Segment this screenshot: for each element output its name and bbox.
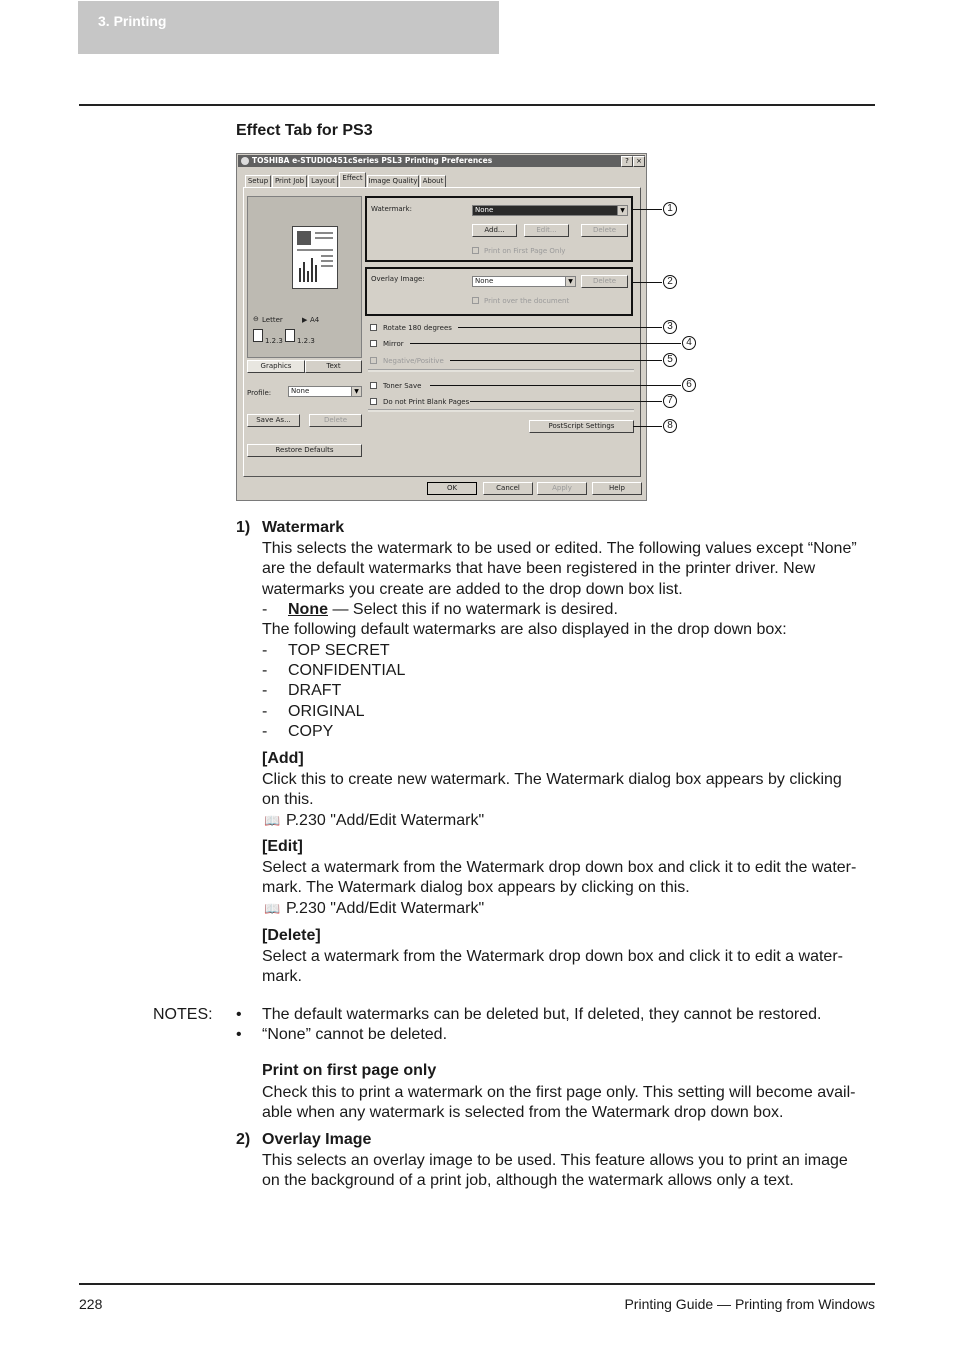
delete-heading: [Delete] [262, 927, 321, 944]
preview-page [292, 226, 338, 289]
notes-label: NOTES: [153, 1006, 213, 1023]
toner-save-label: Toner Save [383, 382, 422, 390]
printer-icon [241, 157, 249, 165]
watermark-add-button[interactable]: Add... [472, 224, 517, 237]
negative-positive-label: Negative/Positive [383, 357, 444, 365]
apply-button[interactable]: Apply [537, 482, 587, 495]
toner-save-checkbox[interactable] [370, 382, 377, 389]
bullet: • [236, 1026, 242, 1043]
watermark-description: This selects the watermark to be used or edited. The following values except “None” are the default watermarks that have been registered in the printer driver. New watermarks you create are added to the drop down box list. [262, 540, 857, 598]
negative-positive-checkbox[interactable] [370, 357, 377, 364]
stack-icon [285, 329, 295, 342]
close-title-button[interactable]: × [633, 156, 645, 167]
list-item: DRAFT [288, 682, 342, 699]
delete-description: Select a watermark from the Watermark drop down box and click it to edit a water- mark. [262, 948, 843, 986]
mirror-label: Mirror [383, 340, 404, 348]
bullet: • [236, 1006, 242, 1023]
tab-print-job[interactable]: Print Job [272, 175, 307, 187]
list-dash: - [262, 642, 268, 659]
callout-line [450, 360, 662, 361]
callout-line [410, 343, 681, 344]
print-first-page-label: Print on First Page Only [484, 247, 566, 255]
chevron-down-icon: ▼ [565, 277, 575, 286]
list-item: ORIGINAL [288, 703, 365, 720]
watermark-delete-button[interactable]: Delete [581, 224, 628, 237]
callout-line [633, 426, 662, 427]
callout-5: 5 [663, 353, 677, 367]
chapter-tab-label: 3. Printing [98, 13, 167, 29]
callout-2: 2 [663, 275, 677, 289]
watermark-value: None [475, 206, 494, 214]
callout-7: 7 [663, 394, 677, 408]
tab-about[interactable]: About [420, 175, 446, 187]
text-tab[interactable]: Text [305, 360, 362, 373]
tab-effect[interactable]: Effect [339, 172, 366, 187]
defaults-intro: The following default watermarks are also displayed in the drop down box: [262, 621, 787, 638]
restore-defaults-button[interactable]: Restore Defaults [247, 444, 362, 457]
edit-description: Select a watermark from the Watermark drop down box and click it to edit the water- mark. The Watermark dialog box appears by clicking on this. [262, 859, 857, 897]
graphics-tab[interactable]: Graphics [247, 360, 305, 373]
dialog-title: TOSHIBA e-STUDIO451cSeries PSL3 Printing Preferences [252, 156, 493, 165]
ok-button[interactable]: OK [427, 482, 477, 495]
callout-line [470, 401, 662, 402]
profile-select[interactable] [288, 386, 362, 397]
add-reference[interactable]: P.230 "Add/Edit Watermark" [286, 812, 485, 829]
page-number: 228 [79, 1296, 103, 1312]
callout-line [458, 327, 662, 328]
callout-8: 8 [663, 419, 677, 433]
play-icon: ▶ [302, 316, 308, 324]
edit-heading: [Edit] [262, 838, 303, 855]
postscript-settings-button[interactable]: PostScript Settings [529, 420, 634, 433]
note-item: The default watermarks can be deleted but, If deleted, they cannot be restored. [262, 1006, 822, 1023]
stack-icon [253, 329, 263, 342]
save-as-button[interactable]: Save As... [247, 414, 300, 427]
callout-6: 6 [682, 378, 696, 392]
rotate-checkbox[interactable] [370, 324, 377, 331]
a4-label: A4 [310, 316, 320, 324]
page-preview [247, 196, 362, 358]
stack-label: 1.2.3 [265, 337, 283, 345]
list-item: COPY [288, 723, 334, 740]
list-dash: - [262, 662, 268, 679]
help-title-button[interactable]: ? [621, 156, 633, 167]
first-page-description: Check this to print a watermark on the first page only. This setting will become avail- able when any watermark is selected from the Watermark drop down box. [262, 1084, 856, 1122]
callout-3: 3 [663, 320, 677, 334]
first-page-heading: Print on first page only [262, 1062, 437, 1079]
tab-layout[interactable]: Layout [308, 175, 338, 187]
callout-4: 4 [682, 336, 696, 350]
no-blank-pages-label: Do not Print Blank Pages [383, 398, 470, 406]
letter-label: Letter [262, 316, 283, 324]
no-blank-pages-checkbox[interactable] [370, 398, 377, 405]
callout-line [632, 209, 662, 210]
list-item: TOP SECRET [288, 642, 390, 659]
separator [368, 369, 634, 372]
print-over-doc-checkbox[interactable] [472, 297, 479, 304]
chevron-down-icon: ▼ [351, 387, 361, 396]
tab-setup[interactable]: Setup [245, 175, 271, 187]
overlay-select[interactable] [472, 276, 576, 287]
footer-rule [79, 1283, 875, 1285]
overlay-value: None [475, 277, 494, 285]
stack-label: 1.2.3 [297, 337, 315, 345]
overlay-delete-button[interactable]: Delete [581, 275, 628, 288]
header-rule [79, 104, 875, 106]
watermark-edit-button[interactable]: Edit... [524, 224, 569, 237]
help-button[interactable]: Help [592, 482, 642, 495]
profile-delete-button[interactable]: Delete [309, 414, 362, 427]
overlay-description: This selects an overlay image to be used. This feature allows you to print an image on the background of a print job, although the watermark allows only a text. [262, 1152, 848, 1190]
book-icon: 📖 [264, 901, 281, 916]
watermark-heading: Watermark [262, 519, 345, 536]
chapter-tab [78, 1, 499, 54]
print-over-doc-label: Print over the document [484, 297, 570, 305]
rotate-label: Rotate 180 degrees [383, 324, 452, 332]
list-dash: - [262, 723, 268, 740]
callout-line [430, 385, 681, 386]
add-description: Click this to create new watermark. The Watermark dialog box appears by clicking on this. [262, 771, 842, 809]
chevron-down-icon: ▼ [617, 206, 627, 215]
section-heading: Effect Tab for PS3 [236, 122, 373, 139]
note-item: “None” cannot be deleted. [262, 1026, 448, 1043]
edit-reference[interactable]: P.230 "Add/Edit Watermark" [286, 900, 485, 917]
list-dash: - [262, 703, 268, 720]
list-dash: - [262, 601, 268, 618]
book-icon: 📖 [264, 813, 281, 828]
overlay-heading: Overlay Image [262, 1131, 372, 1148]
none-item: None — Select this if no watermark is desired. [288, 601, 618, 618]
list-dash: - [262, 682, 268, 699]
footer-title: Printing Guide — Printing from Windows [624, 1296, 875, 1312]
list-item: CONFIDENTIAL [288, 662, 406, 679]
cancel-button[interactable]: Cancel [483, 482, 533, 495]
separator [368, 409, 634, 412]
watermark-select[interactable] [472, 205, 628, 216]
item-number: 2) [236, 1131, 251, 1148]
dialog-title-bar [238, 155, 645, 167]
overlay-label: Overlay Image: [371, 275, 425, 283]
add-heading: [Add] [262, 750, 304, 767]
tab-image-quality[interactable]: Image Quality [368, 177, 418, 185]
profile-value: None [291, 387, 310, 395]
callout-line [632, 282, 662, 283]
profile-label: Profile: [247, 389, 272, 397]
mirror-checkbox[interactable] [370, 340, 377, 347]
item-number: 1) [236, 519, 251, 536]
print-first-page-checkbox[interactable] [472, 247, 479, 254]
letter-icon: ⊖ [253, 315, 259, 323]
watermark-label: Watermark: [371, 205, 412, 213]
callout-1: 1 [663, 202, 677, 216]
